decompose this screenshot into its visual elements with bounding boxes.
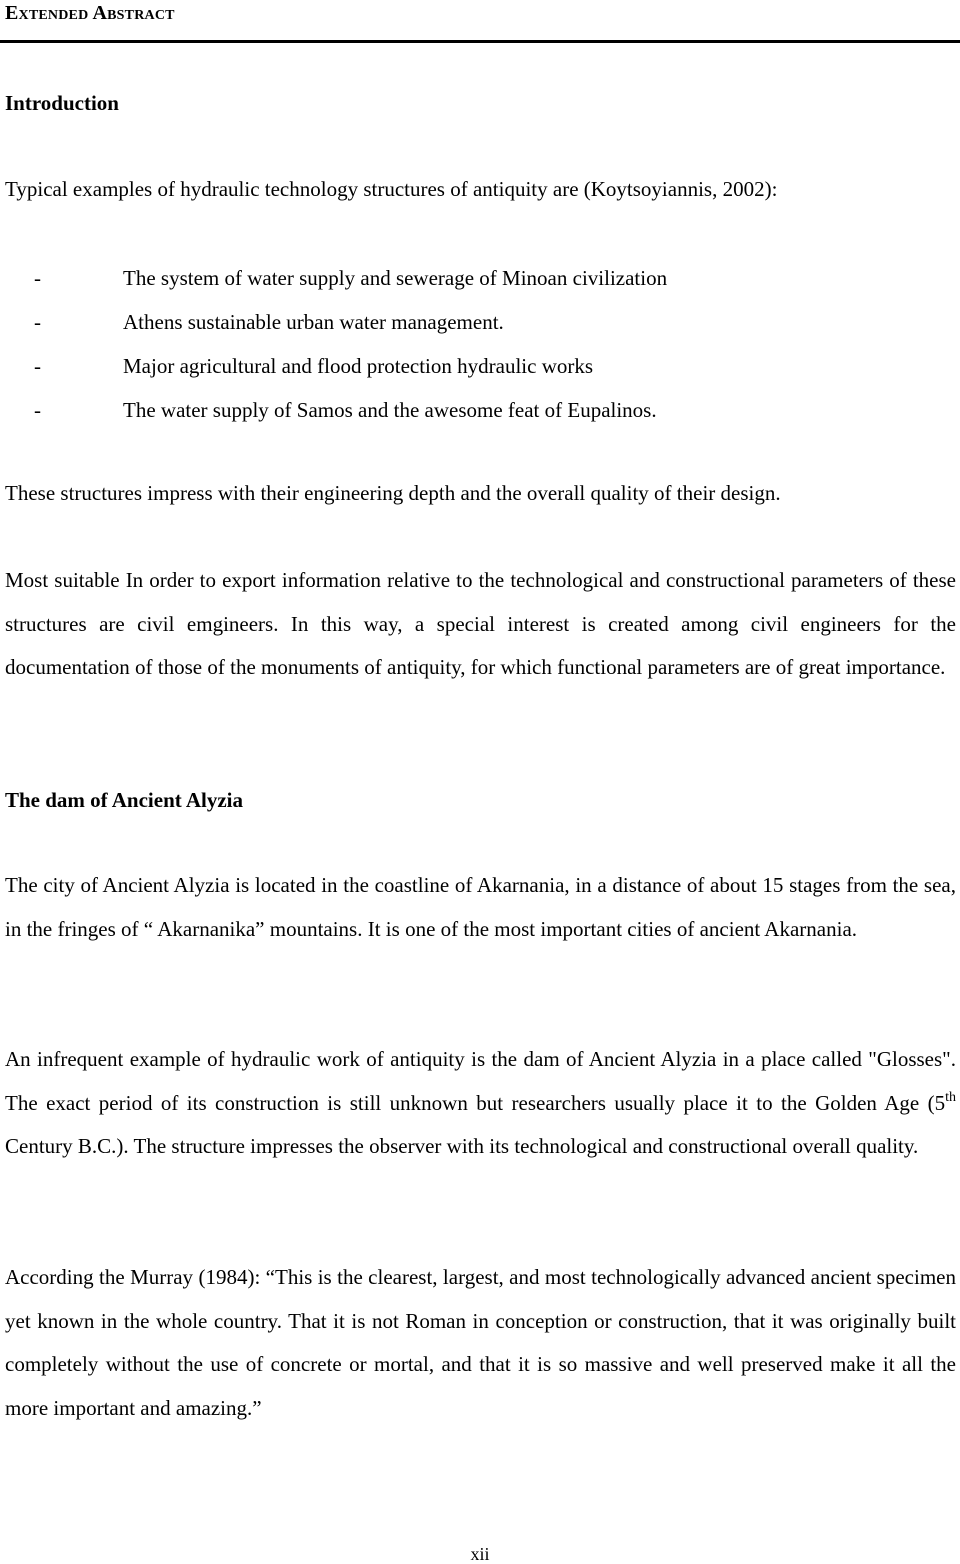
hydraulic-structures-list	[5, 256, 956, 432]
murray-quote-paragraph: According the Murray (1984): “This is the clearest, largest, and most technologically advanced ancient specimen yet known in the whole country. That it is not Roman in conception or construction, that it was originally built completely without the use of concrete or mortal, and that it is so massive and well preserved make it all the more important and amazing.”	[5, 1265, 956, 1421]
list-item	[5, 256, 956, 300]
intro-lead-paragraph: Typical examples of hydraulic technology structures of antiquity are (Koytsoyiannis, 2002):	[5, 177, 778, 201]
civil-engineers-paragraph: Most suitable In order to export information relative to the technological and constructional parameters of these structures are civil emgineers. In this way, a special interest is created among civil engineers for the documentation of those of the monuments of antiquity, for which functional parameters are of great importance.	[5, 568, 956, 680]
list-item-text: Athens sustainable urban water management.	[123, 310, 504, 334]
impress-paragraph: These structures impress with their engineering depth and the overall quality of their design.	[5, 481, 781, 505]
list-item	[5, 300, 956, 344]
section-heading-dam: The dam of Ancient Alyzia	[5, 788, 244, 812]
header-rule	[0, 40, 960, 43]
list-item-dash: -	[34, 310, 41, 334]
list-item-text: Major agricultural and flood protection hydraulic works	[123, 354, 594, 378]
page-number: xii	[470, 1544, 490, 1564]
list-item-dash: -	[34, 354, 41, 378]
list-item-dash: -	[34, 266, 41, 290]
section-heading-introduction: Introduction	[5, 91, 119, 115]
superscript-th: th	[945, 1089, 956, 1105]
list-item-text: The system of water supply and sewerage of Minoan civilization	[123, 266, 668, 290]
dam-example-text-end: Century B.C.). The structure impresses the observer with its technological and constructional overall quality.	[5, 1134, 919, 1159]
list-item-text: The water supply of Samos and the awesome feat of Eupalinos.	[123, 398, 657, 422]
list-item	[5, 344, 956, 388]
list-item	[5, 388, 956, 432]
dam-example-paragraph	[5, 1038, 956, 1169]
dam-example-text-start: An infrequent example of hydraulic work of antiquity is the dam of Ancient Alyzia in a place called "Glosses". The exact period of its construction is still unknown but researchers usually place it to the Golden Age (5	[5, 1047, 956, 1115]
page-header: Extended Abstract	[5, 2, 175, 24]
alyzia-city-paragraph: The city of Ancient Alyzia is located in the coastline of Akarnania, in a distance of about 15 stages from the sea, in the fringes of “ Akarnanika” mountains. It is one of the most important cities of ancient Akarnania.	[5, 873, 956, 941]
list-item-dash: -	[34, 398, 41, 422]
